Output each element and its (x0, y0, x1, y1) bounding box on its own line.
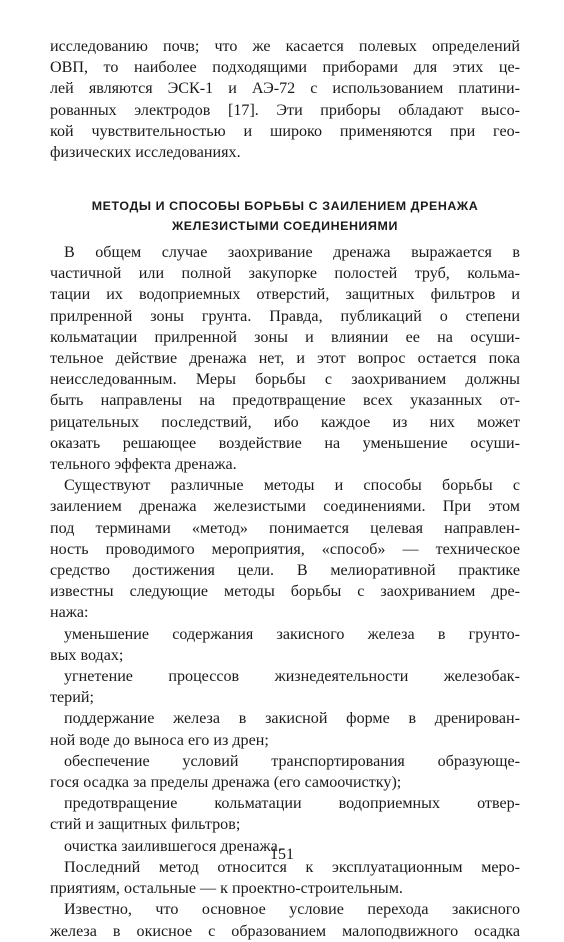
text-line: ность проводимого мероприятия, «способ» — техническое (50, 540, 520, 558)
text-line: Известно, что основное условие перехода закисного (64, 901, 520, 919)
list-item: обеспечение условий транспортирования образующе- (64, 752, 520, 770)
body-text (50, 242, 520, 942)
text-line: под терминами «метод» понимается целевая направлен- (50, 519, 520, 537)
text-line: кольматации прилренной зоны и влиянии ее на осуши- (50, 328, 520, 346)
text-line: кой чувствительностью и широко применяются при гео- (50, 122, 520, 140)
text-line: быть направлены на предотвращение всех указанных от- (50, 392, 520, 410)
text-line: приятиям, остальные — к проектно-строительным. (50, 880, 403, 898)
text-line: Последний метод относится к эксплуатационным меро- (64, 858, 520, 876)
text-line: В общем случае заохривание дренажа выражается в (64, 244, 520, 261)
section-heading (50, 196, 520, 236)
text-line: тельного эффекта дренажа. (50, 456, 237, 474)
list-item: уменьшение содержания закисного железа в грунто- (64, 625, 520, 643)
list-item: угнетение процессов жизнедеятельности железобак- (64, 668, 520, 686)
top-paragraph (50, 36, 520, 163)
text-line: известны следующие методы борьбы с заохриванием дре- (50, 583, 520, 601)
text-line: тации их водоприемных отверстий, защитных фильтров и (50, 286, 520, 304)
list-item: поддержание железа в закисной форме в дренирован- (64, 710, 520, 728)
list-item: предотвращение кольматации водоприемных отвер- (64, 795, 520, 813)
heading-line: ЖЕЛЕЗИСТЫМИ СОЕДИНЕНИЯМИ (172, 219, 398, 233)
text-line: заилением дренажа железистыми соединениями. При этом (50, 498, 520, 516)
text-line: Существуют различные методы и способы борьбы с (64, 477, 520, 495)
page-number: 151 (270, 846, 294, 863)
text-line: неисследованным. Меры борьбы с заохриванием должны (50, 371, 520, 389)
text-line: оказать решающее воздействие на уменьшение осуши- (50, 434, 520, 452)
text-line: тельное действие дренажа нет, и этот вопрос остается пока (50, 350, 520, 368)
text-line: ОВП, то наиболее подходящими приборами для этих це- (50, 59, 520, 77)
text-line: ной воде до выноса его из дрен; (50, 731, 269, 749)
text-line: лей являются ЭСК-1 и АЭ-72 с использованием платини- (50, 80, 520, 98)
text-line: частичной или полной закупорке полостей труб, кольма- (50, 265, 520, 283)
text-line: железа в окисное с образованием малоподвижного осадка (50, 922, 520, 940)
text-line: стий и защитных фильтров; (50, 816, 241, 834)
text-line: рицательных последствий, ибо каждое из них может (50, 413, 520, 431)
text-line: рованных электродов [17]. Эти приборы обладают высо- (50, 101, 520, 119)
text-line: терий; (50, 689, 94, 707)
text-line: гося осадка за пределы дренажа (его самоочистку); (50, 774, 402, 792)
text-line: физических исследованиях. (50, 144, 241, 162)
list-item: очистка заилившегося дренажа. (64, 837, 282, 855)
heading-line: МЕТОДЫ И СПОСОБЫ БОРЬБЫ С ЗАИЛЕНИЕМ ДРЕНАЖА (91, 199, 479, 213)
text-line: вых водах; (50, 646, 124, 664)
text-line: средство достижения цели. В мелиоративной практике (50, 562, 520, 580)
text-line: прилренной зоны грунта. Правда, публикаций о степени (50, 307, 520, 325)
text-line: нажа: (50, 604, 89, 622)
text-line: исследованию почв; что же касается полевых определений (50, 38, 520, 55)
